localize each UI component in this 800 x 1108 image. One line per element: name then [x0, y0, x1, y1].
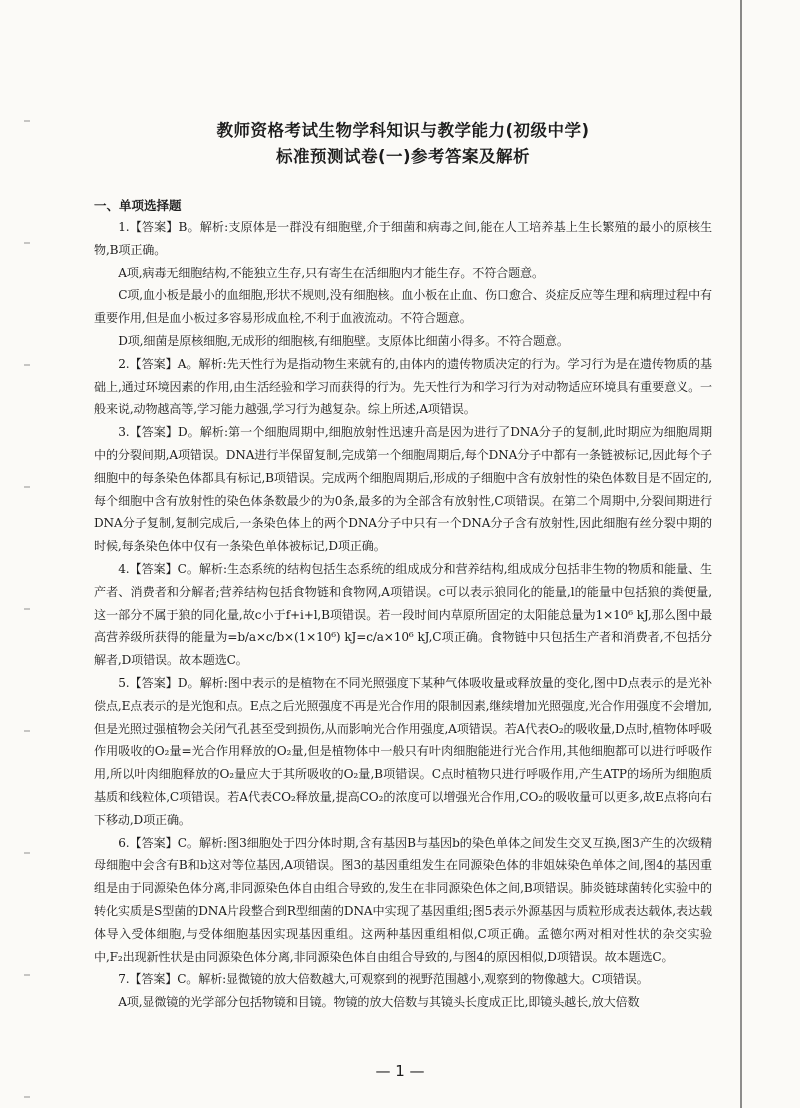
section-heading: 一、单项选择题 — [94, 198, 182, 213]
analysis-paragraph: A项,显微镜的光学部分包括物镜和目镜。物镜的放大倍数与其镜头长度成正比,即镜头越长,放大倍数 — [118, 995, 640, 1010]
doc-title-line-2: 标准预测试卷(一)参考答案及解析 — [275, 147, 531, 166]
answer-paragraph: 2.【答案】A。解析:先天性行为是指动物生来就有的,由体内的遗传物质决定的行为。学习行为是在遗传物质的基础上,通过环境因素的作用,由生活经验和学习而获得的行为。先天性行为和学习行为对动物适应环境具有重要意义。一般来说,动物越高等,学习能力越强,学习行为越复杂。综上所述,A项错误。 — [94, 356, 712, 417]
answer-paragraph: 6.【答案】C。解析:图3细胞处于四分体时期,含有基因B与基因b的染色单体之间发生交叉互换,图3产生的次级精母细胞中会含有B和b这对等位基因,A项错误。图3的基因重组发生在同源染色体的非姐妹染色单体之间,图4的基因重组是由于同源染色体分离,非同源染色体自由组合导致的,发生在非同源染色体之间,B项错误。肺炎链球菌转化实验中的转化实质是S型菌的DNA片段整合到R型细菌的DNA中实现了基因重组;图5表示外源基因与质粒形成表达载体,表达载体导入受体细胞,与受体细胞基因实现基因重组。这两种基因重组相似,C项正确。孟德尔两对相对性状的杂交实验中,F₂出现新性状是由同源染色体分离,非同源染色体自由组合导致的,与图4的原因相似,D项错误。故本题选C。 — [94, 835, 712, 964]
page-number: — 1 — — [375, 1062, 425, 1080]
analysis-paragraph: C项,血小板是最小的血细胞,形状不规则,没有细胞核。血小板在止血、伤口愈合、炎症反应等生理和病理过程中有重要作用,但是血小板过多容易形成血栓,不利于血液流动。不符合题意。 — [94, 288, 712, 326]
analysis-paragraph: A项,病毒无细胞结构,不能独立生存,只有寄生在活细胞内才能生存。不符合题意。 — [118, 265, 544, 280]
document-page — [94, 118, 712, 1014]
scan-margin-artifact — [24, 0, 30, 1108]
answer-paragraph: 3.【答案】D。解析:第一个细胞周期中,细胞放射性迅速升高是因为进行了DNA分子的复制,此时期应为细胞周期中的分裂间期,A项错误。DNA进行半保留复制,完成第一个细胞周期后,每个DNA分子中都有一条链被标记,因此每个子细胞中的每条染色体都具有标记,B项错误。完成两个细胞周期后,形成的子细胞中含有放射性的染色体数目是不固定的,每个细胞中含有放射性的染色体条数最少的为0条,最多的为全部含有放射性,C项错误。在第二个周期中,分裂间期进行DNA分子复制,复制完成后,一条染色体上的两个DNA分子中只有一个DNA分子含有放射性,因此细胞有丝分裂中期的时候,每条染色体中仅有一条染色单体被标记,D项正确。 — [94, 425, 712, 554]
doc-title-line-1: 教师资格考试生物学科知识与教学能力(初级中学) — [216, 121, 590, 140]
title-block — [94, 118, 712, 170]
answer-paragraph: 5.【答案】D。解析:图中表示的是植物在不同光照强度下某种气体吸收量或释放量的变化,图中D点表示的是光补偿点,E点表示的是光饱和点。E点之后光照强度不再是光合作用的限制因素,继续增加光照强度,光合作用强度不会增加,但是光照过强植物会关闭气孔甚至受到损伤,从而影响光合作用强度,A项错误。若A代表O₂的吸收量,D点时,植物体呼吸作用吸收的O₂量=光合作用释放的O₂量,但是植物体中一般只有叶肉细胞能进行光合作用,其他细胞都可以进行呼吸作用,所以叶肉细胞释放的O₂量应大于其所吸收的O₂量,B项错误。C点时植物只进行呼吸作用,产生ATP的场所为细胞质基质和线粒体,C项错误。若A代表CO₂释放量,提高CO₂的浓度可以增强光合作用,CO₂的吸收量可以更多,故E点将向右下移动,D项正确。 — [94, 675, 712, 827]
answer-paragraph: 7.【答案】C。解析:显微镜的放大倍数越大,可观察到的视野范围越小,观察到的物像越大。C项错误。 — [118, 972, 649, 987]
answer-paragraph: 4.【答案】C。解析:生态系统的结构包括生态系统的组成成分和营养结构,组成成分包括非生物的物质和能量、生产者、消费者和分解者;营养结构包括食物链和食物网,A项错误。c可以表示狼同化的能量,l的能量中包括狼的粪便量,这一部分不属于狼的同化量,故c小于f+i+l,B项错误。若一段时间内草原所固定的太阳能总量为1×10⁶ kJ,那么图中最高营养级所获得的能量为=b/a×c/b×(1×10⁶) kJ=c/a×10⁶ kJ,C项正确。食物链中只包括生产者和消费者,不包括分解者,D项错误。故本题选C。 — [94, 561, 712, 668]
scan-fold-line — [740, 0, 742, 1108]
analysis-paragraph: D项,细菌是原核细胞,无成形的细胞核,有细胞壁。支原体比细菌小得多。不符合题意。 — [118, 333, 569, 348]
answer-paragraph: 1.【答案】B。解析:支原体是一群没有细胞壁,介于细菌和病毒之间,能在人工培养基上生长繁殖的最小的原核生物,B项正确。 — [94, 220, 712, 257]
